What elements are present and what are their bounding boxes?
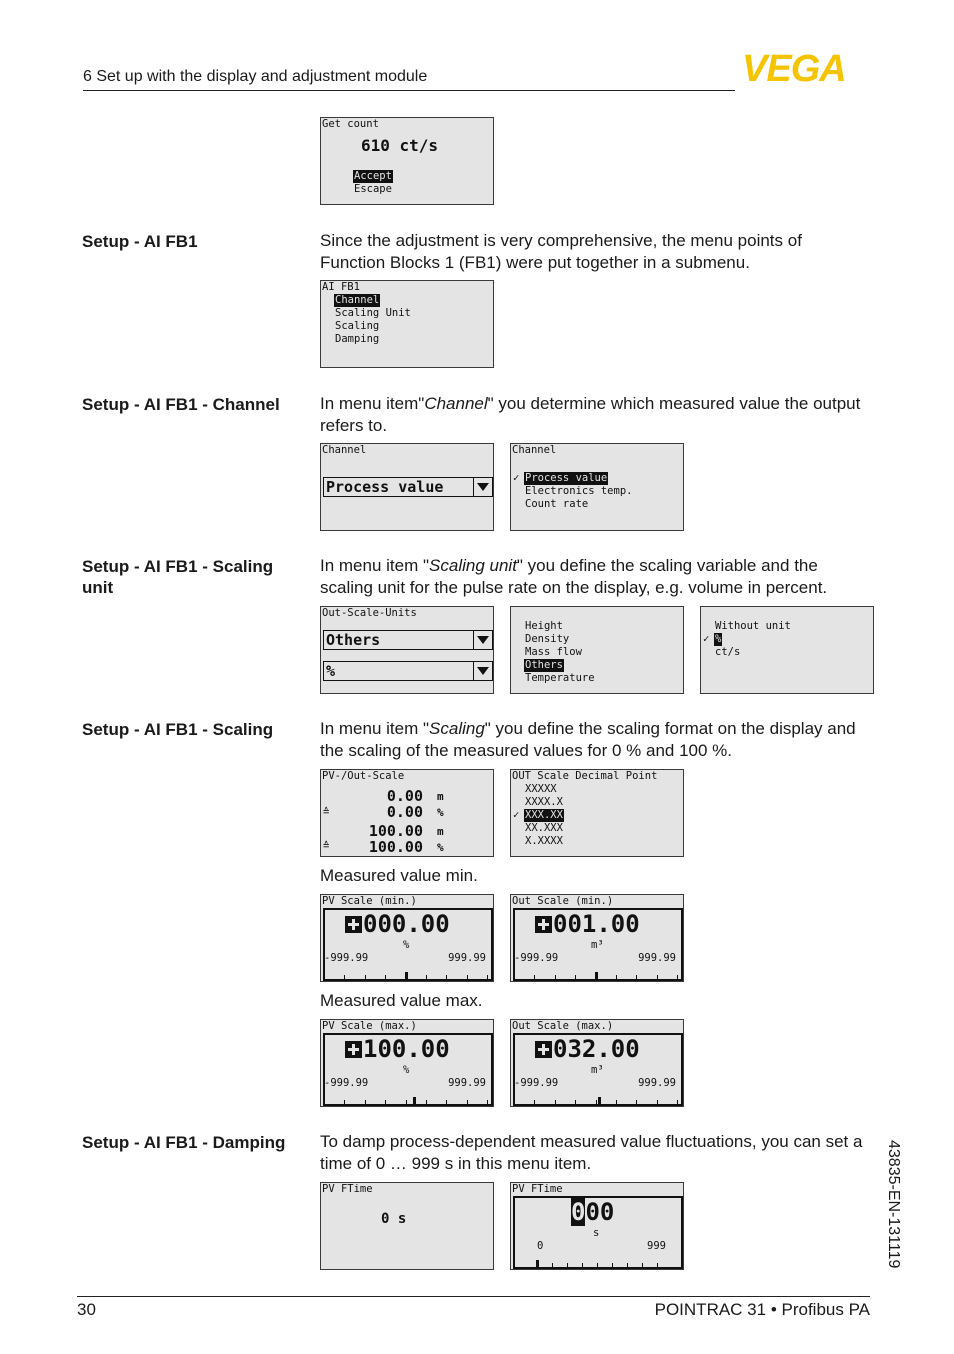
edit-value[interactable]: 000 <box>571 1198 615 1226</box>
sign-plus-icon[interactable] <box>535 1041 552 1058</box>
edit-unit: % <box>403 939 410 951</box>
range-max: 999.99 <box>448 952 486 964</box>
correspond-icon: ≙ <box>323 840 330 852</box>
screen-title: Get count <box>322 118 379 130</box>
option-decimal-0[interactable]: XXXXX <box>525 783 557 795</box>
edit-value[interactable]: 000.00 <box>345 910 450 938</box>
scale-marker[interactable] <box>536 1260 539 1267</box>
scale-value: 100.00 <box>368 838 423 856</box>
channel-dropdown[interactable]: Process value <box>323 477 493 497</box>
scale-tick <box>627 1263 628 1267</box>
option-count-rate[interactable]: Count rate <box>525 498 589 510</box>
screen-out-scale-max <box>510 1019 684 1107</box>
scale-tick <box>657 1100 658 1104</box>
page-number: 30 <box>77 1300 96 1319</box>
option-process-value[interactable]: Process value <box>525 472 608 484</box>
scale-tick <box>365 1100 366 1104</box>
scale-value: 100.00 <box>368 822 423 840</box>
screen-title: PV-/Out-Scale <box>322 770 405 782</box>
sign-plus-icon[interactable] <box>535 916 552 933</box>
range-max: 999.99 <box>638 1077 676 1089</box>
scale-tick <box>514 1100 515 1104</box>
scale-tick <box>324 975 325 979</box>
option-mass-flow[interactable]: Mass flow <box>525 646 582 658</box>
scale-marker[interactable] <box>413 1097 416 1104</box>
option-height[interactable]: Height <box>525 620 563 632</box>
screen-units-select <box>320 606 494 694</box>
range-min: -999.99 <box>514 952 559 964</box>
option-density[interactable]: Density <box>525 633 570 645</box>
scale-tick <box>616 975 617 979</box>
scale-unit: % <box>437 841 444 854</box>
scale-tick <box>426 975 427 979</box>
scale-tick <box>446 975 447 979</box>
option-ct-s[interactable]: ct/s <box>715 646 741 658</box>
scale-tick <box>582 1263 583 1267</box>
scale-tick <box>534 975 535 979</box>
scale-tick <box>487 975 488 979</box>
range-scale <box>514 1098 677 1105</box>
scale-tick <box>487 1100 488 1104</box>
scale-tick <box>657 975 658 979</box>
edit-unit: s <box>593 1227 600 1239</box>
section-label-scaling-unit: Setup - AI FB1 - Scaling unit <box>82 557 274 597</box>
range-max: 999.99 <box>638 952 676 964</box>
scale-tick <box>636 1100 637 1104</box>
section-text-ai-fb1: Since the adjustment is very comprehensive, the menu points of Function Blocks 1 (FB1) were put together in a submenu. <box>320 231 802 272</box>
scale-tick <box>567 1263 568 1267</box>
option-percent[interactable]: % <box>715 633 722 645</box>
scale-tick <box>446 1100 447 1104</box>
sign-plus-icon[interactable] <box>345 916 362 933</box>
scale-tick <box>406 1100 407 1104</box>
screen-channel-list <box>510 443 684 531</box>
footer-rule <box>77 1296 870 1297</box>
scale-tick <box>657 1263 658 1267</box>
scale-tick <box>555 1100 556 1104</box>
scale-tick <box>514 975 515 979</box>
menu-item-damping[interactable]: Damping <box>335 333 380 345</box>
screen-pv-out-scale <box>320 769 494 857</box>
scale-tick <box>636 975 637 979</box>
scale-tick <box>467 975 468 979</box>
scale-unit: m <box>437 825 444 838</box>
section-header: 6 Set up with the display and adjustment module <box>83 68 428 85</box>
scale-tick <box>575 1100 576 1104</box>
scale-unit: % <box>437 806 444 819</box>
edit-value[interactable]: 100.00 <box>345 1035 450 1063</box>
range-min: -999.99 <box>514 1077 559 1089</box>
menu-item-channel[interactable]: Channel <box>335 294 380 306</box>
scale-tick <box>555 975 556 979</box>
screen-pv-scale-min <box>320 894 494 982</box>
unit-group-dropdown[interactable]: Others <box>323 630 493 650</box>
scale-tick <box>534 1100 535 1104</box>
scale-tick <box>365 975 366 979</box>
screen-title: Out-Scale-Units <box>322 607 417 619</box>
section-text-channel: In menu item"Channel" you determine which measured value the output refers to. <box>320 394 861 435</box>
screen-get-count <box>320 117 494 205</box>
screen-title: Out Scale (max.) <box>512 1020 614 1032</box>
screen-ai-fb1 <box>320 280 494 368</box>
unit-dropdown[interactable]: % <box>323 661 493 681</box>
dropdown-arrow-icon <box>473 662 492 680</box>
screen-pv-ftime-edit <box>510 1182 684 1270</box>
edit-unit: m³ <box>591 939 604 951</box>
scale-tick <box>552 1263 553 1267</box>
header-rule <box>83 90 735 91</box>
dropdown-arrow-icon <box>473 631 492 649</box>
edit-value[interactable]: 001.00 <box>535 910 640 938</box>
screen-title: PV Scale (max.) <box>322 1020 417 1032</box>
screen-out-scale-min <box>510 894 684 982</box>
menu-item-scaling-unit[interactable]: Scaling Unit <box>335 307 411 319</box>
screen-pv-scale-max <box>320 1019 494 1107</box>
option-decimal-2[interactable]: XXX.XX <box>525 809 563 821</box>
range-min: -999.99 <box>324 1077 369 1089</box>
option-decimal-1[interactable]: XXXX.X <box>525 796 563 808</box>
scale-tick <box>677 975 678 979</box>
accept-option[interactable]: Accept <box>354 170 392 182</box>
screen-title: Out Scale (min.) <box>512 895 614 907</box>
scale-tick <box>324 1100 325 1104</box>
scale-value: 0.00 <box>386 803 423 821</box>
scale-tick <box>344 975 345 979</box>
caption-min: Measured value min. <box>320 866 478 885</box>
screen-title: PV FTime <box>322 1183 373 1195</box>
scale-marker[interactable] <box>595 972 598 979</box>
edit-unit: % <box>403 1064 410 1076</box>
range-scale <box>537 1261 657 1268</box>
escape-option[interactable]: Escape <box>354 183 392 195</box>
section-label-channel: Setup - AI FB1 - Channel <box>82 395 280 414</box>
scale-tick <box>596 1100 597 1104</box>
scale-unit: m <box>437 790 444 803</box>
screen-channel-select <box>320 443 494 531</box>
count-value: 610 ct/s <box>361 136 439 155</box>
product-name: POINTRAC 31 • Profibus PA <box>654 1300 870 1319</box>
scale-tick <box>642 1263 643 1267</box>
scale-tick <box>344 1100 345 1104</box>
damping-value: 0 s <box>381 1211 407 1227</box>
vega-logo <box>742 50 872 84</box>
scale-tick <box>677 1100 678 1104</box>
screen-title: PV Scale (min.) <box>322 895 417 907</box>
section-label-scaling: Setup - AI FB1 - Scaling <box>82 720 274 739</box>
checkmark-icon: ✓ <box>703 633 710 645</box>
range-scale <box>324 1098 487 1105</box>
edit-cursor[interactable]: 0 <box>571 1198 586 1226</box>
menu-item-scaling[interactable]: Scaling <box>335 320 380 332</box>
option-electronics-temp[interactable]: Electronics temp. <box>525 485 633 497</box>
scale-tick <box>575 975 576 979</box>
checkmark-icon: ✓ <box>513 809 520 821</box>
screen-unit-groups <box>510 606 684 694</box>
correspond-icon: ≙ <box>323 806 330 818</box>
checkmark-icon: ✓ <box>513 472 520 484</box>
caption-max: Measured value max. <box>320 991 483 1010</box>
svg-text:VEGA: VEGA <box>742 50 846 84</box>
scale-tick <box>616 1100 617 1104</box>
screen-title: Channel <box>322 444 367 456</box>
section-label-ai-fb1: Setup - AI FB1 <box>82 232 198 251</box>
scale-tick <box>385 975 386 979</box>
scale-tick <box>467 1100 468 1104</box>
screen-units-list <box>700 606 874 694</box>
screen-title: OUT Scale Decimal Point <box>512 770 658 782</box>
section-label-damping: Setup - AI FB1 - Damping <box>82 1133 286 1152</box>
scale-tick <box>612 1263 613 1267</box>
scale-tick <box>597 1263 598 1267</box>
scale-tick <box>385 1100 386 1104</box>
range-max: 999.99 <box>448 1077 486 1089</box>
scale-tick <box>426 1100 427 1104</box>
option-temperature[interactable]: Temperature <box>525 672 595 684</box>
range-scale <box>514 973 677 980</box>
edit-unit: m³ <box>591 1064 604 1076</box>
range-scale <box>324 973 487 980</box>
range-min: -999.99 <box>324 952 369 964</box>
edit-value[interactable]: 032.00 <box>535 1035 640 1063</box>
section-text-scaling-unit: In menu item "Scaling unit" you define the scaling variable and the scaling unit for the pulse rate on the display, e.g. volume in percent. <box>320 556 828 597</box>
screen-title: AI FB1 <box>322 281 360 293</box>
range-max: 999 <box>647 1240 666 1252</box>
screen-decimal-point <box>510 769 684 857</box>
document-code: 43835-EN-131119 <box>885 1140 902 1269</box>
screen-pv-ftime <box>320 1182 494 1270</box>
option-decimal-4[interactable]: X.XXXX <box>525 835 563 847</box>
dropdown-arrow-icon <box>473 478 492 496</box>
range-min: 0 <box>537 1240 544 1252</box>
section-text-scaling: In menu item "Scaling" you define the scaling format on the display and the scaling of the measured values for 0 % and 100 %. <box>320 719 856 760</box>
scale-value: 0.00 <box>386 787 423 805</box>
scale-marker[interactable] <box>405 972 408 979</box>
screen-title: PV FTime <box>512 1183 563 1195</box>
sign-plus-icon[interactable] <box>345 1041 362 1058</box>
section-text-damping: To damp process-dependent measured value fluctuations, you can set a time of 0 … 999 s in this menu item. <box>320 1132 863 1173</box>
screen-title: Channel <box>512 444 557 456</box>
option-without-unit[interactable]: Without unit <box>715 620 791 632</box>
scale-marker[interactable] <box>598 1097 601 1104</box>
option-decimal-3[interactable]: XX.XXX <box>525 822 563 834</box>
option-others[interactable]: Others <box>525 659 563 671</box>
